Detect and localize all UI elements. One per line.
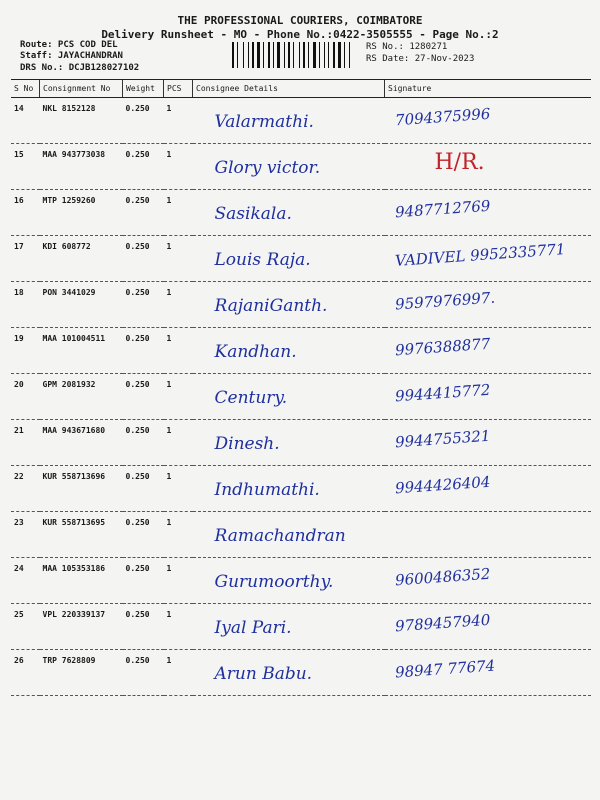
row-weight-cell: 0.250: [123, 466, 164, 512]
barcode-bar: [243, 42, 244, 68]
barcode-bar: [310, 42, 312, 68]
col-sno-header: S No: [11, 80, 40, 98]
table-row: [11, 374, 591, 420]
row-signature-handwriting: H/R.: [434, 150, 485, 175]
row-signature-handwriting: 9487712769: [393, 196, 491, 222]
row-pcs-cell: 1: [164, 236, 193, 282]
row-signature-cell: [385, 374, 592, 420]
row-signature-cell: [385, 420, 592, 466]
barcode-bar: [265, 42, 267, 68]
row-sno-cell: 24: [11, 558, 40, 604]
table-row: [11, 144, 591, 190]
barcode-bar: [255, 42, 256, 68]
row-weight-cell: 0.250: [123, 374, 164, 420]
row-weight-cell: 0.250: [123, 558, 164, 604]
row-consignee-handwriting: Kandhan.: [214, 342, 297, 362]
barcode-bar: [324, 42, 325, 68]
row-sno-cell: 20: [11, 374, 40, 420]
row-pcs-cell: 1: [164, 98, 193, 144]
barcode-bar: [277, 42, 280, 68]
barcode-bar: [328, 42, 329, 68]
table-row: [11, 190, 591, 236]
row-pcs-cell: 1: [164, 558, 193, 604]
row-consignee-handwriting: Ramachandran: [214, 526, 346, 546]
row-weight-cell: 0.250: [123, 512, 164, 558]
row-consignment-no-cell: PON 3441029: [40, 282, 123, 328]
row-pcs-cell: 1: [164, 328, 193, 374]
row-pcs-cell: 1: [164, 282, 193, 328]
row-consignee-cell: [193, 604, 385, 650]
row-consignee-cell: [193, 236, 385, 282]
row-signature-handwriting: 9789457940: [393, 610, 491, 636]
barcode-bar: [288, 42, 290, 68]
barcode-bar: [301, 42, 302, 68]
row-signature-handwriting: 9944426404: [393, 472, 491, 498]
runsheet-subtitle: Delivery Runsheet - MO - Phone No.:0422-3505555 - Page No.:2: [101, 28, 499, 41]
row-consignee-cell: [193, 650, 385, 696]
barcode-bar: [338, 42, 341, 68]
row-consignee-cell: [193, 512, 385, 558]
row-sno-cell: 23: [11, 512, 40, 558]
row-consignment-no-cell: MTP 1259260: [40, 190, 123, 236]
barcode-bar: [346, 42, 348, 68]
col-signature-header: Signature: [385, 80, 592, 98]
row-consignment-no-cell: KUR 558713695: [40, 512, 123, 558]
row-signature-cell: [385, 190, 592, 236]
row-consignment-no-cell: MAA 943671680: [40, 420, 123, 466]
row-signature-cell: [385, 236, 592, 282]
barcode-bar: [286, 42, 287, 68]
barcode-bar: [344, 42, 345, 68]
barcode-bar: [306, 42, 307, 68]
barcode-bar: [303, 42, 305, 68]
row-consignment-no-cell: TRP 7628809: [40, 650, 123, 696]
row-consignee-handwriting: Valarmathi.: [214, 112, 314, 132]
row-consignee-handwriting: Sasikala.: [214, 204, 292, 224]
barcode-bar: [321, 42, 323, 68]
barcode-bar: [284, 42, 285, 68]
row-signature-cell: [385, 328, 592, 374]
row-pcs-cell: 1: [164, 144, 193, 190]
rs-number: RS No.: 1280271: [366, 42, 448, 52]
col-pcs-header: PCS: [164, 80, 193, 98]
barcode-bar: [268, 42, 270, 68]
barcode-bar: [326, 42, 327, 68]
table-row: [11, 236, 591, 282]
table-row: [11, 650, 591, 696]
barcode-bar: [235, 42, 236, 68]
barcode-bar: [319, 42, 320, 68]
table-row: [11, 420, 591, 466]
row-signature-handwriting: 98947 77674: [393, 656, 496, 682]
row-signature-handwriting: 9944755321: [393, 426, 491, 452]
row-consignee-cell: [193, 144, 385, 190]
barcode-bar: [248, 42, 249, 68]
row-consignee-cell: [193, 466, 385, 512]
row-signature-handwriting: 9600486352: [393, 564, 491, 590]
barcode-bar: [261, 42, 262, 68]
row-pcs-cell: 1: [164, 190, 193, 236]
barcode-bar: [263, 42, 264, 68]
barcode-bar: [299, 42, 300, 68]
row-pcs-cell: 1: [164, 420, 193, 466]
row-weight-cell: 0.250: [123, 328, 164, 374]
row-signature-cell: [385, 512, 592, 558]
row-consignment-no-cell: MAA 105353186: [40, 558, 123, 604]
row-sno-cell: 19: [11, 328, 40, 374]
row-signature-cell: [385, 466, 592, 512]
row-consignment-no-cell: MAA 101004511: [40, 328, 123, 374]
row-pcs-cell: 1: [164, 604, 193, 650]
row-weight-cell: 0.250: [123, 98, 164, 144]
row-consignee-handwriting: Dinesh.: [214, 434, 280, 454]
row-signature-cell: [385, 144, 592, 190]
barcode-bar: [295, 42, 298, 68]
row-signature-handwriting: 7094375996: [393, 104, 491, 130]
row-sno-cell: 15: [11, 144, 40, 190]
row-consignment-no-cell: KDI 608772: [40, 236, 123, 282]
col-weight-header: Weight: [123, 80, 164, 98]
row-signature-cell: [385, 650, 592, 696]
row-weight-cell: 0.250: [123, 650, 164, 696]
row-sno-cell: 17: [11, 236, 40, 282]
table-header-row: [11, 80, 591, 98]
row-signature-cell: [385, 282, 592, 328]
table-row: [11, 282, 591, 328]
row-signature-handwriting: 9597976997.: [393, 288, 496, 314]
barcode-bar: [333, 42, 335, 68]
barcode-bar: [237, 42, 238, 68]
barcode-bar: [330, 42, 332, 68]
row-consignment-no-cell: VPL 220339137: [40, 604, 123, 650]
row-weight-cell: 0.250: [123, 144, 164, 190]
row-consignee-handwriting: Gurumoorthy.: [214, 572, 334, 592]
row-consignee-cell: [193, 282, 385, 328]
row-signature-handwriting: 9976388877: [393, 334, 491, 360]
barcode-bar: [293, 42, 294, 68]
barcode-bar: [281, 42, 283, 68]
table-row: [11, 604, 591, 650]
row-signature-handwriting: 9944415772: [393, 380, 491, 406]
company-title: THE PROFESSIONAL COURIERS, COIMBATORE: [177, 14, 423, 27]
row-consignee-cell: [193, 328, 385, 374]
row-sno-cell: 16: [11, 190, 40, 236]
row-signature-handwriting: VADIVEL 9952335771: [394, 240, 566, 270]
barcode-bar: [317, 42, 318, 68]
row-consignee-handwriting: Glory victor.: [214, 158, 321, 178]
barcode-bar: [275, 42, 276, 68]
row-consignment-no-cell: MAA 943773038: [40, 144, 123, 190]
row-consignment-no-cell: NKL 8152128: [40, 98, 123, 144]
row-consignee-cell: [193, 190, 385, 236]
table-row: [11, 466, 591, 512]
row-weight-cell: 0.250: [123, 604, 164, 650]
row-pcs-cell: 1: [164, 650, 193, 696]
barcode-bar: [308, 42, 309, 68]
drs-number: DRS No.: DCJB128027102: [20, 63, 140, 73]
row-weight-cell: 0.250: [123, 282, 164, 328]
barcode-bar: [313, 42, 316, 68]
barcode-bar: [342, 42, 343, 68]
table-row: [11, 98, 591, 144]
barcode-bar: [250, 42, 251, 68]
table-row: [11, 328, 591, 374]
barcode-bar: [336, 42, 337, 68]
row-consignee-cell: [193, 420, 385, 466]
barcode-bar: [252, 42, 254, 68]
barcode-bar: [239, 42, 242, 68]
row-sno-cell: 26: [11, 650, 40, 696]
row-consignee-handwriting: Indhumathi.: [214, 480, 320, 500]
col-consignee-header: Consignee Details: [193, 80, 385, 98]
staff-label: Staff: JAYACHANDRAN: [20, 51, 123, 61]
row-sno-cell: 14: [11, 98, 40, 144]
row-consignee-handwriting: RajaniGanth.: [214, 296, 328, 316]
row-signature-cell: [385, 604, 592, 650]
table-row: [11, 558, 591, 604]
row-consignee-cell: [193, 558, 385, 604]
col-consignment-header: Consignment No: [40, 80, 123, 98]
row-consignee-cell: [193, 374, 385, 420]
barcode-bar: [245, 42, 247, 68]
barcode-bar: [232, 42, 234, 68]
barcode-bar: [351, 42, 352, 68]
row-weight-cell: 0.250: [123, 190, 164, 236]
row-signature-cell: [385, 98, 592, 144]
row-sno-cell: 18: [11, 282, 40, 328]
barcode: [232, 42, 360, 68]
row-consignee-cell: [193, 98, 385, 144]
barcode-bar: [291, 42, 292, 68]
row-sno-cell: 22: [11, 466, 40, 512]
row-consignment-no-cell: KUR 558713696: [40, 466, 123, 512]
table-row: [11, 512, 591, 558]
row-consignee-handwriting: Louis Raja.: [214, 250, 311, 270]
row-consignee-handwriting: Iyal Pari.: [214, 618, 292, 638]
barcode-bar: [271, 42, 272, 68]
row-pcs-cell: 1: [164, 466, 193, 512]
route-label: Route: PCS COD DEL: [20, 40, 118, 50]
row-sno-cell: 21: [11, 420, 40, 466]
barcode-bar: [257, 42, 260, 68]
barcode-bar: [349, 42, 350, 68]
row-consignee-handwriting: Arun Babu.: [214, 664, 313, 684]
runsheet-table: [11, 79, 591, 696]
row-pcs-cell: 1: [164, 512, 193, 558]
row-consignment-no-cell: GPM 2081932: [40, 374, 123, 420]
row-sno-cell: 25: [11, 604, 40, 650]
rs-date: RS Date: 27-Nov-2023: [366, 54, 475, 64]
row-pcs-cell: 1: [164, 374, 193, 420]
row-signature-cell: [385, 558, 592, 604]
row-weight-cell: 0.250: [123, 236, 164, 282]
barcode-bar: [273, 42, 274, 68]
row-consignee-handwriting: Century.: [214, 388, 288, 408]
row-weight-cell: 0.250: [123, 420, 164, 466]
